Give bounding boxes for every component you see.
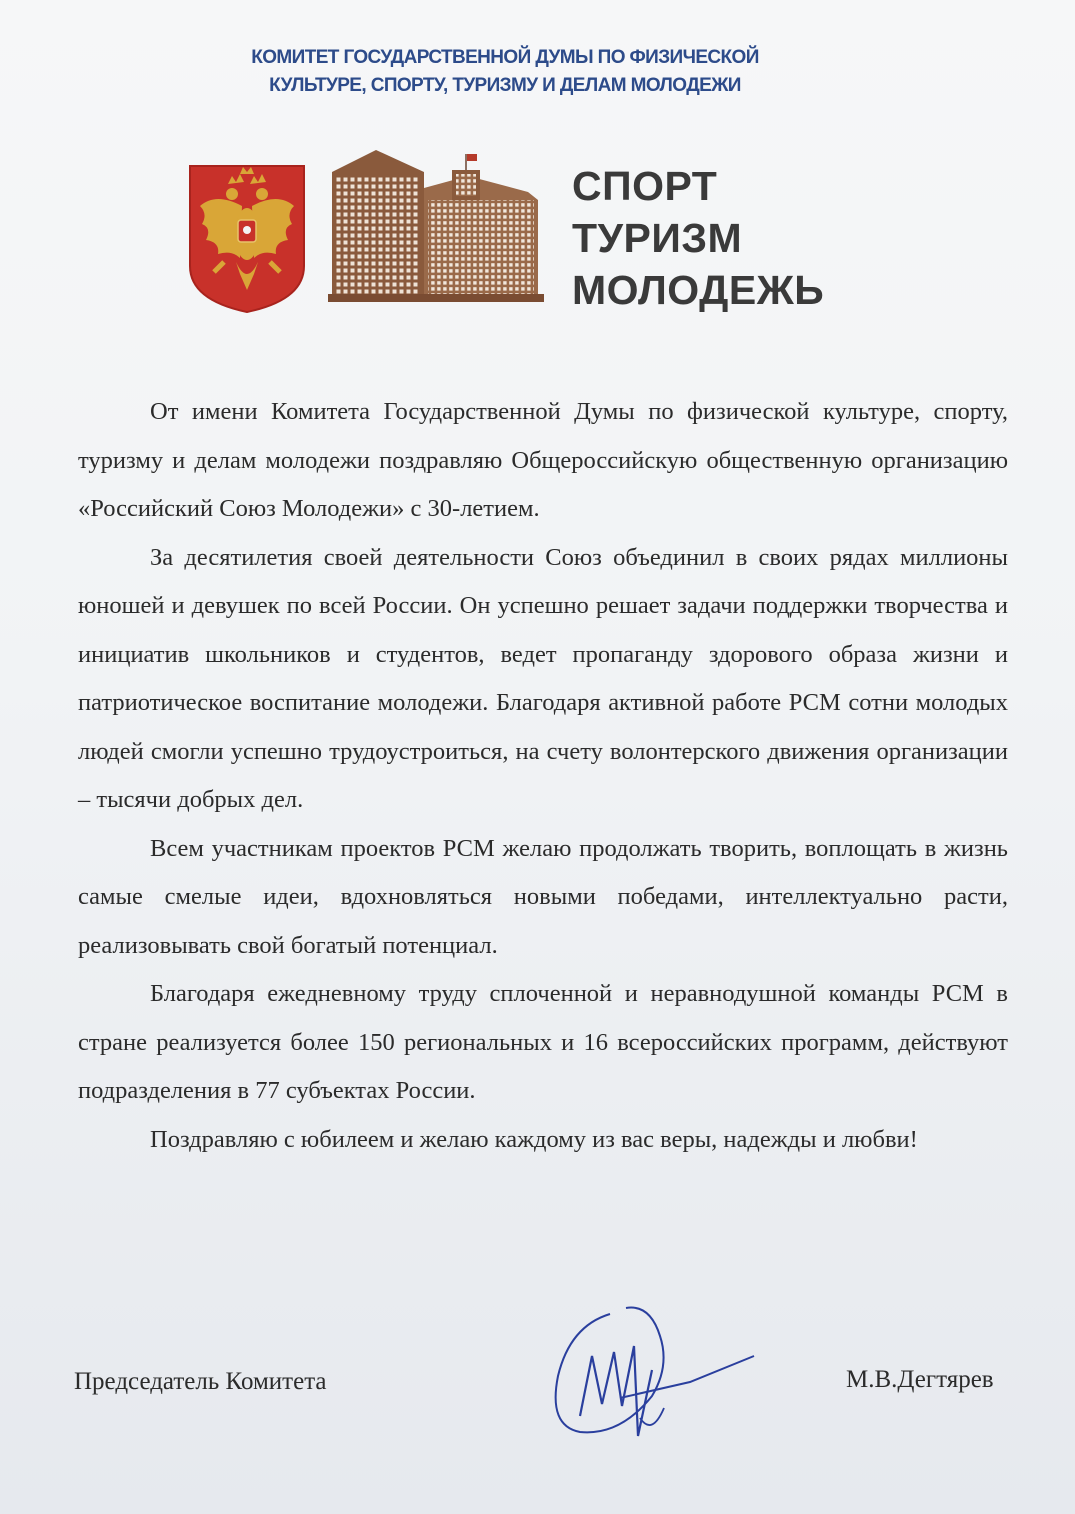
slogan-sport: СПОРТ (572, 163, 718, 209)
committee-header-line-2: КУЛЬТУРЕ, СПОРТУ, ТУРИЗМУ И ДЕЛАМ МОЛОДЕЖИ (269, 75, 741, 96)
slogan-tourism: ТУРИЗМ (572, 215, 743, 261)
slogan-youth: МОЛОДЕЖЬ (572, 267, 825, 313)
signer-name: М.В.Дегтярев (846, 1366, 994, 1393)
paragraph-programs: Благодаря ежедневному труду сплоченной и неравнодушной команды РСМ в стране реализуется более 150 региональных и 16 всероссийских программ, действуют подразделения в 77 субъектах России. (78, 980, 1008, 1104)
committee-header-line-1: КОМИТЕТ ГОСУДАРСТВЕННОЙ ДУМЫ ПО ФИЗИЧЕСКОЙ (251, 47, 759, 68)
paragraph-activity: За десятилетия своей деятельности Союз объединил в своих рядах миллионы юношей и девушек по всей России. Он успешно решает задачи поддержки творчества и инициатив школьников и студентов, ведет пропаганду здорового образа жизни и патриотическое воспитание молодежи. Благодаря активной работе РСМ сотни молодых людей смогли успешно трудоустроиться, на счету волонтерского движения организации – тысячи добрых дел. (78, 543, 1008, 813)
paragraph-wishes: Всем участникам проектов РСМ желаю продолжать творить, воплощать в жизнь самые смелые идеи, вдохновляться новыми победами, интеллектуально расти, реализовывать свой богатый потенциал. (78, 834, 1008, 959)
committee-header (0, 44, 1010, 100)
signature-icon (540, 1286, 760, 1456)
state-duma-building-icon (328, 148, 544, 304)
coat-of-arms-icon (186, 162, 308, 314)
letter-body (78, 388, 1008, 1164)
slogan (572, 160, 824, 316)
signer-position: Председатель Комитета (74, 1368, 327, 1395)
paragraph-congratulation: От имени Комитета Государственной Думы по физической культуре, спорту, туризму и делам молодежи поздравляю Общероссийскую общественную организацию «Российский Союз Молодежи» с 30-летием. (78, 398, 1008, 522)
paragraph-closing: Поздравляю с юбилеем и желаю каждому из вас веры, надежды и любви! (150, 1125, 918, 1153)
